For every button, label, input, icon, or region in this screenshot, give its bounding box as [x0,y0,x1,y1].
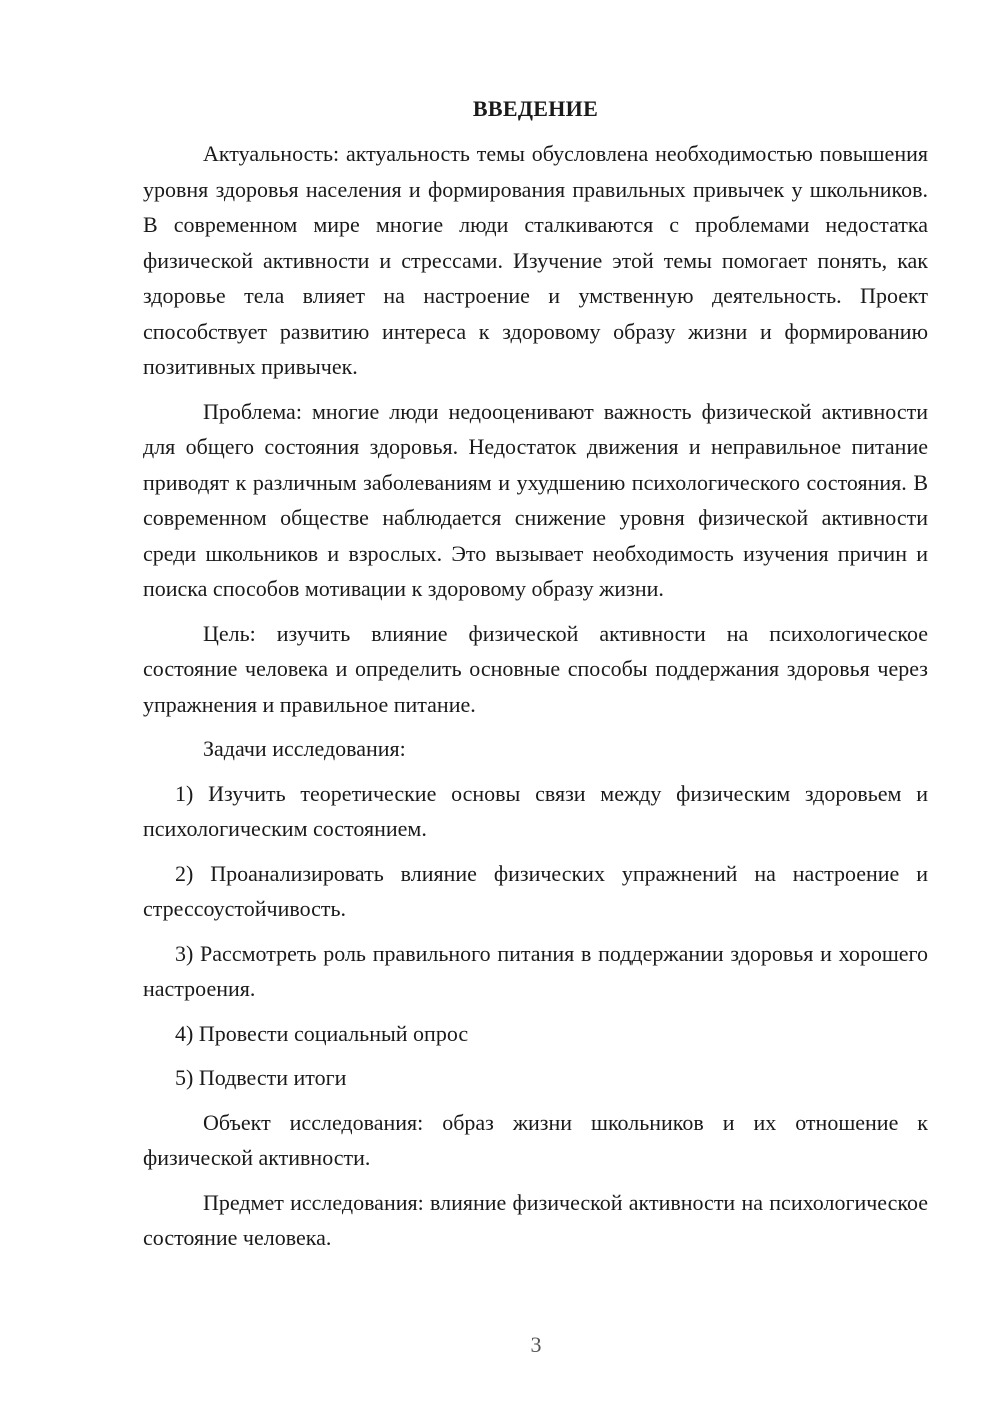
page-number: 3 [530,1332,542,1357]
subject-paragraph: Предмет исследования: влияние физической активности на психологическое состояние человека. [143,1189,928,1250]
section-heading: ВВЕДЕНИЕ [472,96,599,121]
task-item-4: 4) Провести социальный опрос [175,1020,469,1046]
task-item-5: 5) Подвести итоги [175,1065,347,1090]
goal-paragraph: Цель: изучить влияние физической активности на психологическое состояние человека и определить основные способы поддержания здоровья через упражнения и правильное питание. [143,620,928,717]
document-page [143,94,928,1265]
task-item-3: 3) Рассмотреть роль правильного питания в поддержании здоровья и хорошего настроения. [143,940,928,1001]
object-paragraph: Объект исследования: образ жизни школьников и их отношение к физической активности. [143,1109,928,1170]
relevance-paragraph: Актуальность: актуальность темы обусловлена необходимостью повышения уровня здоровья населения и формирования правильных привычек у школьников. В современном мире многие люди сталкиваются с проблемами недостатка физической активности и стрессами. Изучение этой темы помогает понять, как здоровье тела влияет на настроение и умственную деятельность. Проект способствует развитию интереса к здоровому образу жизни и формированию позитивных привычек. [143,141,928,379]
task-item-1: 1) Изучить теоретические основы связи между физическим здоровьем и психологическим состоянием. [143,780,928,841]
problem-paragraph: Проблема: многие люди недооценивают важность физической активности для общего состояния здоровья. Недостаток движения и неправильное питание приводят к различным заболеваниям и ухудшению психологического состояния. В современном обществе наблюдается снижение уровня физической активности среди школьников и взрослых. Это вызывает необходимость изучения причин и поиска способов мотивации к здоровому образу жизни. [143,398,928,601]
task-item-2: 2) Проанализировать влияние физических упражнений на настроение и стрессоустойчивость. [143,860,928,921]
tasks-title: Задачи исследования: [203,736,406,761]
